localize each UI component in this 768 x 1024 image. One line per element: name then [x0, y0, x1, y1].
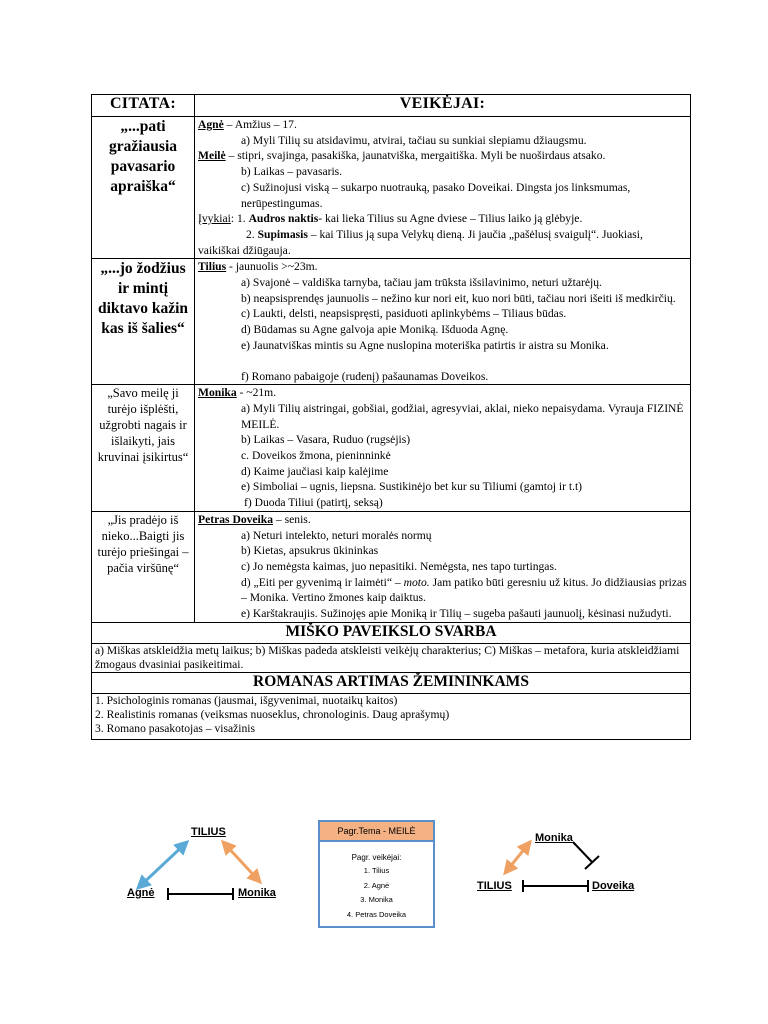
- characters-column-header: VEIKĖJAI:: [195, 95, 691, 117]
- trait-line: b) Laikas – pavasaris.: [241, 165, 343, 179]
- quote-column-header: CITATA:: [92, 95, 195, 117]
- character-cell-doveika: Petras Doveika – senis. a) Neturi intelekto, neturi moralės normų b) Kietas, apsukrus ūkininkas c) Jo nemėgsta kaimas, juo nepasitiki. Nemėgsta, nes tapo turtingas. d) „Eiti per gyvenimą ir laimėti“ – moto. Jam patiko būti geresniu už kitus. Jo didžiausias prizas – Monika. Vertino žmones kaip daiktus. e) Karštakraujis. Sužinojęs apie Moniką ir Tilių – sugeba pašauti jaunuolį, kėsinasi nužudyti.: [195, 511, 691, 622]
- list-item: 2. Realistinis romanas (veiksmas nuoseklus, chronologinis. Daug aprašymų): [95, 707, 450, 721]
- orange-double-arrow: [223, 842, 260, 882]
- forest-section-text: a) Miškas atskleidžia metų laikus; b) Miškas padeda atskleisti veikėjų charakterius; C) Miškas – metafora, kuria atskleidžiami žmogaus dvasiniai pasikeitimai.: [92, 643, 691, 672]
- quote-cell: [92, 259, 195, 385]
- table-row: [92, 259, 691, 385]
- character-cell-tilius: Tilius - jaunuolis >~23m. a) Svajonė – valdiška tarnyba, tačiau jam trūksta išsilavinimo, neturi užtarėjų. b) neapsisprendęs jaunuolis – nežino kur nori eit, kuo nori būti, tačiau nori išeiti iš medkirčių. c) Laukti, delsti, neapsispręsti, pasiduoti aplinkybėms – Tiliaus būdas. d) Būdamas su Agne galvoja apie Moniką. Išduoda Agnę. e) Jaunatviškas mintis su Agne nuslopina moteriška patirtis ir aistra su Monika. f) Romano pabaigoje (rudenį) pašaunamas Doveikos.: [195, 259, 691, 385]
- novel-section-title-row: [92, 672, 691, 693]
- list-item: 2. Agnė: [363, 880, 390, 890]
- node-agne: Agnė: [127, 887, 155, 899]
- forest-section-title-row: [92, 622, 691, 643]
- characters-table: [91, 94, 691, 740]
- novel-section-list-row: [92, 693, 691, 739]
- table-row: [92, 385, 691, 512]
- table-row: [92, 511, 691, 622]
- node-monika: Monika: [238, 887, 276, 899]
- list-item: 4. Petras Doveika: [346, 909, 407, 919]
- character-cell-agne: Agnė – Amžius – 17. a) Myli Tilių su atsidavimu, atvirai, tačiau su sunkiai slepiamu džiaugsmu. Meilė – stipri, svajinga, pasakiška, jaunatviška, mergaitiška. Myli be nuoširdaus atsako. b) Laikas – pavasaris. c) Sužinojusi viską – sukarpo nuotrauką, pasako Doveikai. Dingsta jos linksmumas, nerūpestingumas. Įvykiai: 1. Audros naktis- kai lieka Tilius su Agne dviese – Tilius laiko ją glėbyje. 2. Supimasis – kai Tilius ją supa Velykų dieną. Ji jaučia „pašėlusį svaigulį“. Juokiasi, vaikiškai džiūgauja.: [195, 117, 691, 259]
- quote-text: „Savo meilę ji turėjo išplėšti, užgrobti nagais ir išlaikyti, jais kruvinai įsikirtus“: [97, 386, 189, 465]
- table-row: [92, 117, 691, 259]
- node-monika: Monika: [535, 832, 573, 844]
- quote-cell: [92, 385, 195, 512]
- quote-cell: [92, 511, 195, 622]
- table-header-row: [92, 95, 691, 117]
- node-tilius: TILIUS: [191, 826, 226, 838]
- quote-text: „...pati gražiausia pavasario apraiška“: [108, 118, 178, 195]
- character-cell-monika: Monika - ~21m. a) Myli Tilių aistringai, gobšiai, godžiai, agresyviai, aklai, nieko nepaisydama. Vyrauja FIZINĖ MEILĖ. b) Laikas – Vasara, Ruduo (rugsėjis) c. Doveikos žmona, pieninninkė d) Kaime jaučiasi kaip kalėjime e) Simboliai – ugnis, liepsna. Sustikinėjo bet kur su Tiliumi (gamtoj ir t.t) f) Duoda Tiliui (patirtį, seksą): [195, 385, 691, 512]
- list-item: 3. Romano pasakotojas – visažinis: [95, 721, 256, 735]
- character-name: Agnė: [198, 118, 224, 131]
- quote-text: „...jo žodžius ir mintį diktavo kažin kas iš šalies“: [97, 260, 188, 338]
- character-name: Monika: [198, 386, 237, 400]
- trait-line: c) Sužinojusi viską – sukarpo nuotrauką, pasako Doveikai. Dingsta jos linksmumas, nerūpestingumas.: [241, 180, 631, 210]
- theme-header: Pagr.Tema - MEILĖ: [320, 822, 433, 842]
- list-item: 3. Monika: [360, 895, 393, 904]
- quote-text: „Jis pradėjo iš nieko...Baigti jis turėjo priešingai – pačia viršūnę“: [97, 512, 189, 575]
- node-tilius: TILIUS: [477, 880, 512, 892]
- list-item: 1. Tilius: [363, 866, 390, 875]
- character-name: Petras Doveika: [198, 512, 274, 526]
- main-theme-box: [318, 820, 435, 928]
- list-item: 1. Psichologinis romanas (jausmai, išgyvenimai, nuotaikų kaitos): [95, 693, 398, 707]
- character-name: Tilius: [198, 260, 227, 274]
- node-doveika: Doveika: [592, 880, 635, 892]
- novel-section-list: [92, 693, 691, 739]
- trait-line: a) Myli Tilių su atsidavimu, atvirai, tačiau su sunkiai slepiamu džiaugsmu.: [241, 133, 587, 147]
- monika-doveika-line: [573, 842, 592, 862]
- novel-section-title: ROMANAS ARTIMAS ŽEMININKAMS: [92, 672, 691, 693]
- main-characters-label: Pagr. veikėjai:: [351, 853, 402, 862]
- forest-section-text-row: [92, 643, 691, 672]
- quote-cell: [92, 117, 195, 259]
- forest-section-title: MIŠKO PAVEIKSLO SVARBA: [92, 622, 691, 643]
- orange-double-arrow: [505, 842, 530, 873]
- blue-double-arrow: [138, 842, 187, 888]
